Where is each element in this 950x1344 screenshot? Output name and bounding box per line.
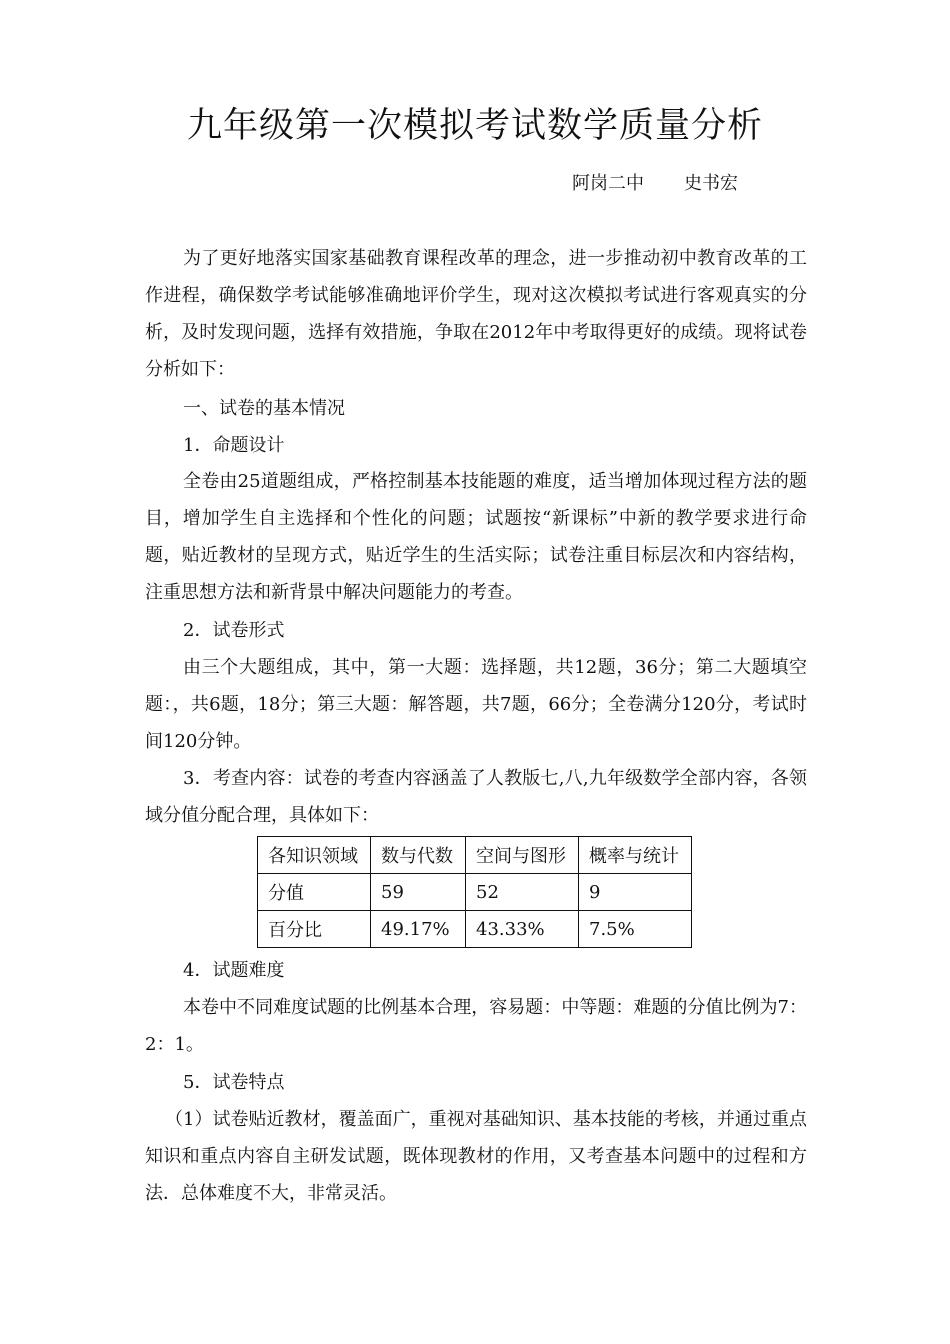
item-heading-design: 1．命题设计: [183, 435, 285, 456]
table-cell: 52: [466, 874, 579, 911]
table-cell: 43.33%: [466, 911, 579, 948]
table-cell: 59: [371, 874, 466, 911]
document-title: 九年级第一次模拟考试数学质量分析: [186, 106, 763, 146]
knowledge-distribution-table: [257, 836, 692, 948]
intro-paragraph: 为了更好地落实国家基础教育课程改革的理念，进一步推动初中教育改革的工作进程，确保数学考试能够准确地评价学生，现对这次模拟考试进行客观真实的分析，及时发现问题，选择有效措施，争取在2012年中考取得更好的成绩。现将试卷分析如下：: [145, 248, 807, 380]
author-line: [572, 170, 738, 198]
item-heading-format: 2．试卷形式: [183, 620, 285, 641]
section-heading-basic-info: 一、试卷的基本情况: [183, 398, 345, 419]
difficulty-paragraph: 本卷中不同难度试题的比例基本合理，容易题：中等题：难题的分值比例为7：2：1。: [145, 997, 807, 1055]
table-header-row: [258, 837, 692, 874]
table-header-cell: 概率与统计: [579, 837, 692, 874]
item-heading-difficulty: 4．试题难度: [183, 960, 285, 981]
table-cell: 9: [579, 874, 692, 911]
table-cell: 7.5%: [579, 911, 692, 948]
content-paragraph: 3．考查内容：试卷的考查内容涵盖了人教版七,八,九年级数学全部内容，各领域分值分配合理，具体如下：: [145, 768, 807, 826]
table-cell: 百分比: [258, 911, 371, 948]
table-row: [258, 874, 692, 911]
author-name: 史书宏: [684, 173, 738, 194]
table-header-cell: 各知识领域: [258, 837, 371, 874]
table-header-cell: 空间与图形: [466, 837, 579, 874]
features-paragraph: （1）试卷贴近教材，覆盖面广，重视对基础知识、基本技能的考核，并通过重点知识和重点内容自主研发试题，既体现教材的作用，又考查基本问题中的过程和方法．总体难度不大，非常灵活。: [145, 1109, 807, 1204]
table-row: [258, 911, 692, 948]
item-heading-features: 5．试卷特点: [183, 1072, 285, 1093]
format-paragraph: 由三个大题组成，其中，第一大题：选择题，共12题，36分；第二大题填空题：，共6题，18分；第三大题：解答题，共7题，66分；全卷满分120分，考试时间120分钟。: [145, 657, 807, 752]
table-cell: 49.17%: [371, 911, 466, 948]
table-header-cell: 数与代数: [371, 837, 466, 874]
author-school: 阿岗二中: [572, 173, 644, 194]
table-cell: 分值: [258, 874, 371, 911]
design-paragraph: 全卷由25道题组成，严格控制基本技能题的难度，适当增加体现过程方法的题目，增加学生自主选择和个性化的问题；试题按“新课标”中新的教学要求进行命题，贴近教材的呈现方式，贴近学生的生活实际；试卷注重目标层次和内容结构，注重思想方法和新背景中解决问题能力的考查。: [145, 471, 807, 603]
